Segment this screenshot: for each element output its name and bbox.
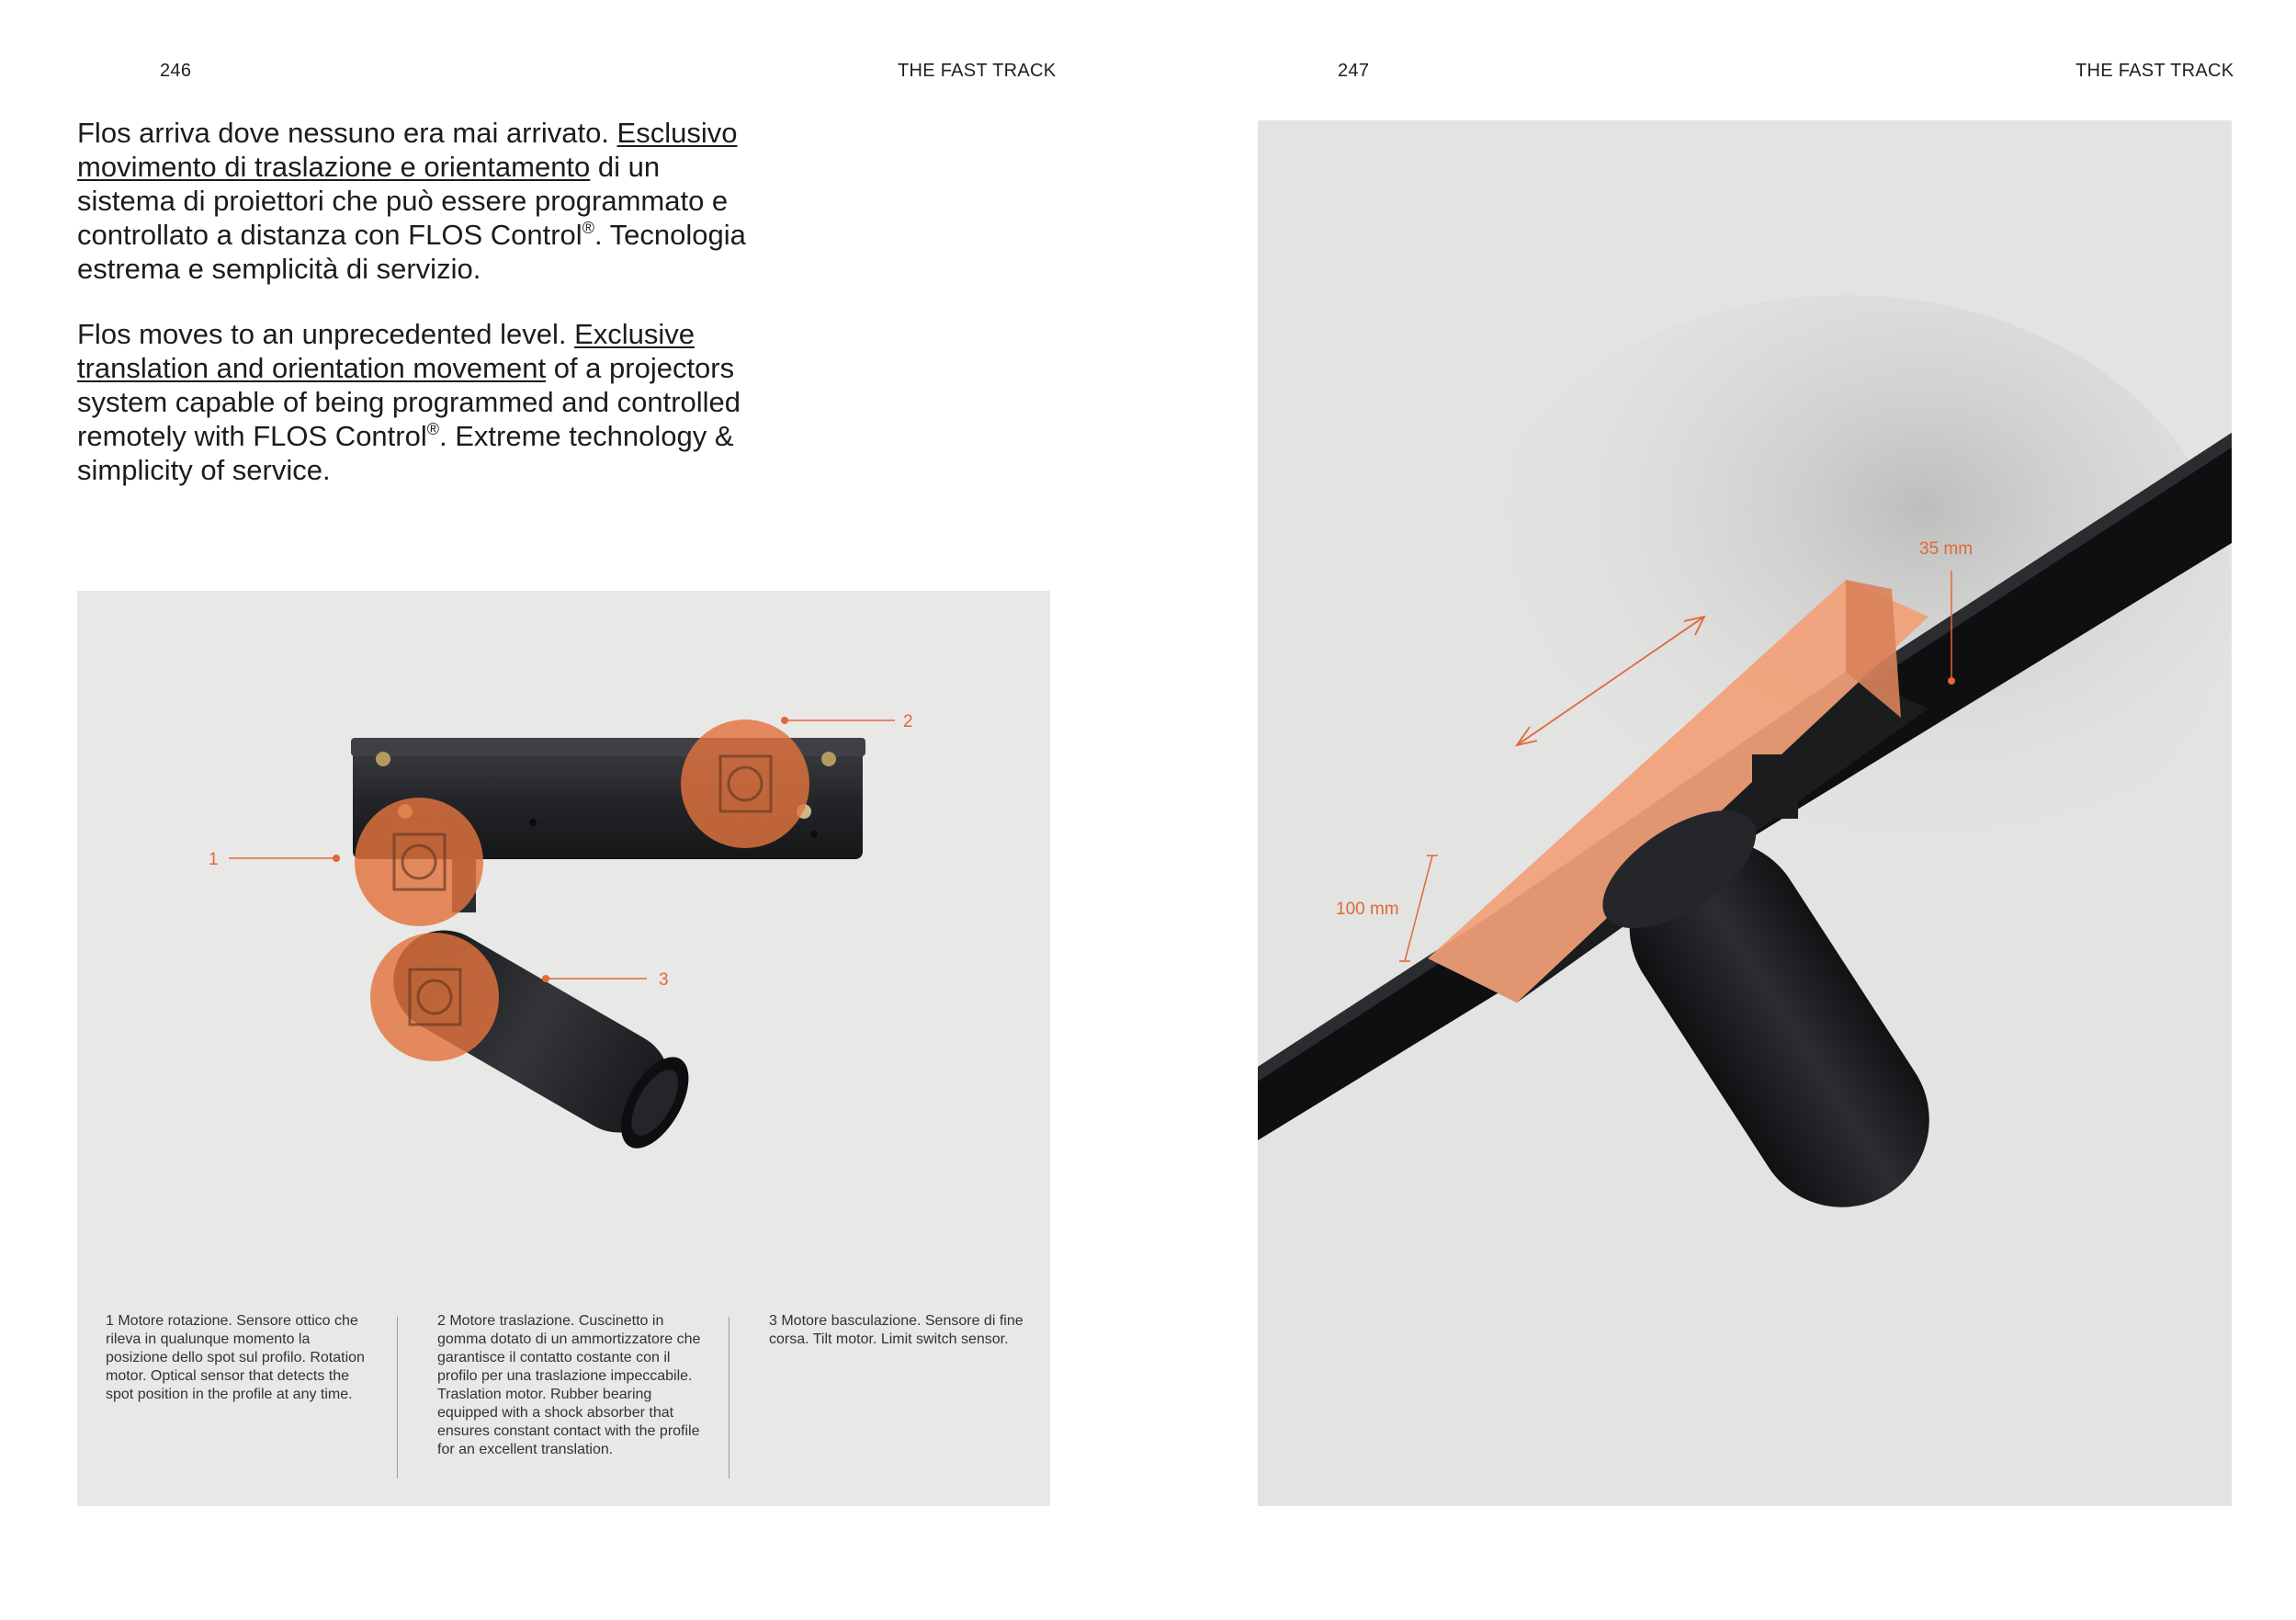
intro-it-after: di un sistema di proiettori che può essere programmato e controllato a distanza con FLOS Control xyxy=(77,151,729,251)
intro-it-underlined: Esclusivo movimento di traslazione e orientamento xyxy=(77,117,738,183)
intro-paragraph-italian xyxy=(77,116,748,286)
page-number-left: 246 xyxy=(160,61,192,81)
intro-paragraph-english xyxy=(77,317,748,487)
callout-2: 2 xyxy=(903,712,913,731)
caption-tilt-motor: 3 Motore basculazione. Sensore di fine corsa. Tilt motor. Limit switch sensor. xyxy=(769,1313,1024,1347)
intro-it-before: Flos arriva dove nessuno era mai arrivato. xyxy=(77,117,617,149)
running-title-right: THE FAST TRACK xyxy=(2075,61,2234,81)
intro-it-registered: ® xyxy=(582,219,594,237)
intro-en-end: . Extreme technology & simplicity of service. xyxy=(77,420,734,486)
dimension-35mm-label: 35 mm xyxy=(1919,539,1974,559)
product-photo-panel xyxy=(1258,120,2232,1506)
caption-divider-2 xyxy=(729,1317,730,1478)
page-number-right: 247 xyxy=(1338,61,1370,81)
motor-diagram-panel xyxy=(77,591,1050,1506)
caption-divider-1 xyxy=(397,1317,398,1478)
caption-translation-motor: 2 Motore traslazione. Cuscinetto in gomma dotato di un ammortizzatore che garantisce il contatto costante con il profilo per una traslazione impeccabile. Traslation motor. Rubber bearing equipped with a shock absorber that ensures constant contact with the profile for an excellent translation. xyxy=(437,1313,701,1457)
intro-en-registered: ® xyxy=(426,420,439,438)
dim-100-bracket xyxy=(1399,855,1438,961)
caption-rotation-motor: 1 Motore rotazione. Sensore ottico che rileva in qualunque momento la posizione dello spot sul profilo. Rotation motor. Optical sensor that detects the spot position in the profile at any time. xyxy=(106,1313,365,1402)
intro-it-end: . Tecnologia estrema e semplicità di servizio. xyxy=(77,219,746,285)
dim-35-dot xyxy=(1948,677,1955,685)
spotlight-stem xyxy=(1752,754,1798,819)
running-title-left: THE FAST TRACK xyxy=(898,61,1057,81)
callout-1: 1 xyxy=(209,850,219,869)
intro-en-after: of a projectors system capable of being programmed and controlled remotely with FLOS Control xyxy=(77,352,741,452)
dimension-100mm-label: 100 mm xyxy=(1336,900,1399,919)
track-spotlight-photo xyxy=(1258,120,2232,1506)
intro-en-before: Flos moves to an unprecedented level. xyxy=(77,318,575,350)
intro-en-underlined: Exclusive translation and orientation movement xyxy=(77,318,696,384)
callout-3: 3 xyxy=(659,970,669,990)
